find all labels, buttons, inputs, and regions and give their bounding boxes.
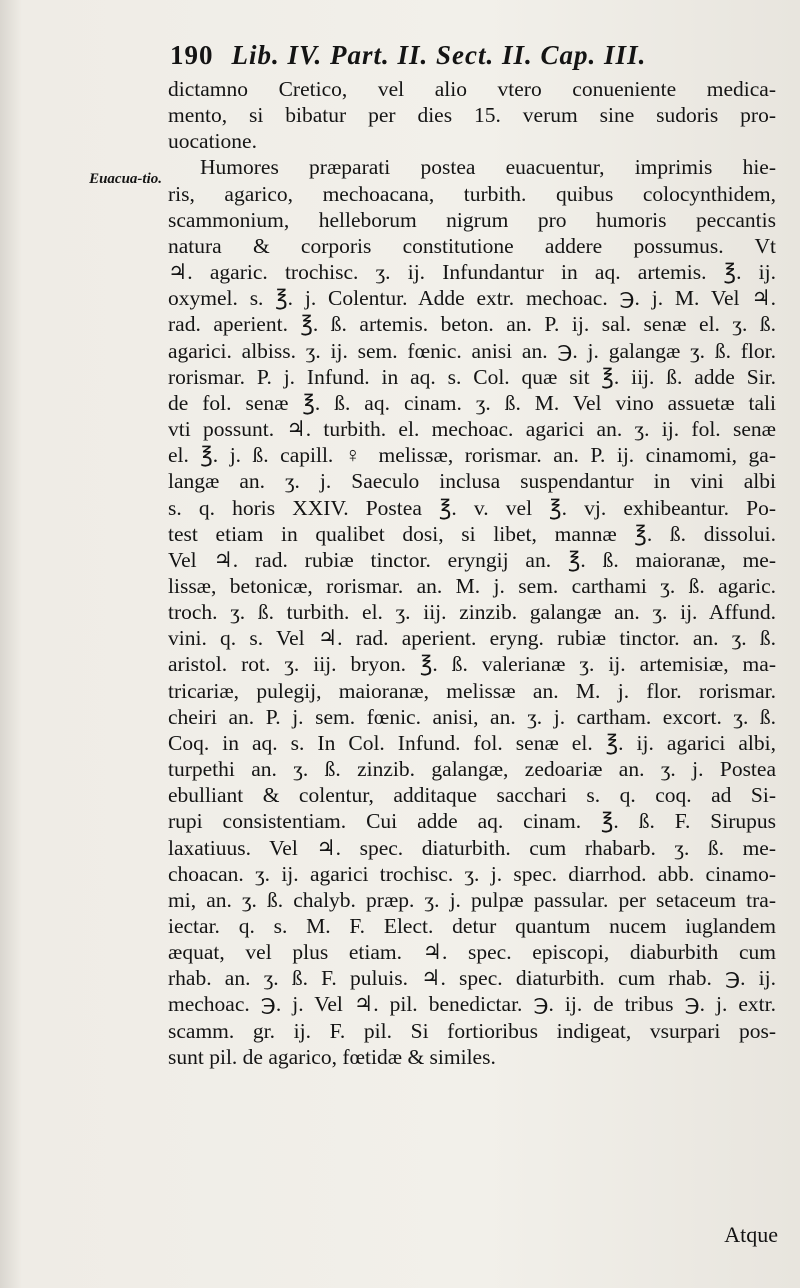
text-line: ebulliant & colentur, additaque sacchari s. q. coq. ad Si- [168,783,776,808]
text-line: turpethi an. ʒ. ß. zinzib. galangæ, zedoariæ an. ʒ. j. Postea [168,757,776,782]
running-head [170,40,770,71]
text-line: mento, si bibatur per dies 15. verum sine sudoris pro- [168,103,776,128]
text-line: troch. ʒ. ß. turbith. el. ʒ. iij. zinzib. galangæ an. ʒ. ij. Affund. [168,600,776,625]
text-line: rorismar. P. j. Infund. in aq. s. Col. quæ sit ℥. iij. ß. adde Sir. [168,364,776,389]
text-line: s. q. horis XXIV. Postea ℥. v. vel ℥. vj. exhibeantur. Po- [168,495,776,520]
text-line: mechoac. ℈. j. Vel ♃. pil. benedictar. ℈. ij. de tribus ℈. j. extr. [168,992,776,1017]
text-line: langæ an. ʒ. j. Saeculo inclusa suspendantur in vini albi [168,469,776,494]
text-line: vti possunt. ♃. turbith. el. mechoac. agarici an. ʒ. ij. fol. senæ [168,417,776,442]
page-number: 190 [170,40,214,70]
catchword: Atque [724,1222,778,1247]
text-line: scammonium, helleborum nigrum pro humoris peccantis [168,207,776,232]
text-line: de fol. senæ ℥. ß. aq. cinam. ʒ. ß. M. Vel vino assuetæ tali [168,390,776,415]
text-line: æquat, vel plus etiam. ♃. spec. episcopi, diaburbith cum [168,940,776,965]
text-line: sunt pil. de agarico, fœtidæ & similes. [168,1044,496,1069]
text-line: test etiam in qualibet dosi, si libet, mannæ ℥. ß. dissolui. [168,521,776,546]
text-line: Humores præparati postea euacuentur, imprimis hie- [200,155,776,180]
text-line: choacan. ʒ. ij. agarici trochisc. ʒ. j. spec. diarrhod. abb. cinamo- [168,861,776,886]
text-line: Vel ♃. rad. rubiæ tinctor. eryngij an. ℥. ß. maioranæ, me- [168,547,776,572]
text-line: dictamno Cretico, vel alio vtero conueniente medica- [168,77,776,101]
text-line: laxatiuus. Vel ♃. spec. diaturbith. cum rhabarb. ʒ. ß. me- [168,835,776,860]
text-line: el. ℥. j. ß. capill. ♀ melissæ, rorismar. an. P. ij. cinamomi, ga- [168,443,776,468]
text-line: oxymel. s. ℥. j. Colentur. Adde extr. mechoac. ℈. j. M. Vel ♃. [168,286,776,311]
text-line: agarici. albiss. ʒ. ij. sem. fœnic. anisi an. ℈. j. galangæ ʒ. ß. flor. [168,338,776,363]
text-line: rupi consistentiam. Cui adde aq. cinam. ℥. ß. F. Sirupus [168,809,776,834]
text-line: rhab. an. ʒ. ß. F. puluis. ♃. spec. diaturbith. cum rhab. ℈. ij. [168,966,776,991]
margin-note: Euacua-tio. [89,171,162,187]
text-line: uocatione. [168,129,257,154]
text-line: rad. aperient. ℥. ß. artemis. beton. an. P. ij. sal. senæ el. ʒ. ß. [168,312,776,337]
text-line: ris, agarico, mechoacana, turbith. quibus colocynthidem, [168,181,776,206]
text-line: lissæ, betonicæ, rorismar. an. M. j. sem. carthami ʒ. ß. agaric. [168,573,776,598]
text-line: mi, an. ʒ. ß. chalyb. præp. ʒ. j. pulpæ passular. per setaceum tra- [168,887,776,912]
text-line: ♃. agaric. trochisc. ʒ. ij. Infundantur in aq. artemis. ℥. ij. [168,260,776,285]
running-title: Lib. IV. Part. II. Sect. II. Cap. III. [231,40,647,70]
text-line: vini. q. s. Vel ♃. rad. aperient. eryng. rubiæ tinctor. an. ʒ. ß. [168,626,776,651]
text-line: cheiri an. P. j. sem. fœnic. anisi, an. ʒ. j. cartham. excort. ʒ. ß. [168,704,776,729]
text-line: natura & corporis constitutione addere possumus. Vt [168,233,776,258]
text-line: scamm. gr. ij. F. pil. Si fortioribus indigeat, vsurpari pos- [168,1018,776,1043]
text-line: aristol. rot. ʒ. iij. bryon. ℥. ß. valerianæ ʒ. ij. artemisiæ, ma- [168,652,776,677]
text-line: Coq. in aq. s. In Col. Infund. fol. senæ el. ℥. ij. agarici albi, [168,730,776,755]
body-text [168,76,776,1070]
text-line: tricariæ, pulegij, maioranæ, melissæ an. M. j. flor. rorismar. [168,678,776,703]
text-line: iectar. q. s. M. F. Elect. detur quantum nucem iuglandem [168,914,776,938]
